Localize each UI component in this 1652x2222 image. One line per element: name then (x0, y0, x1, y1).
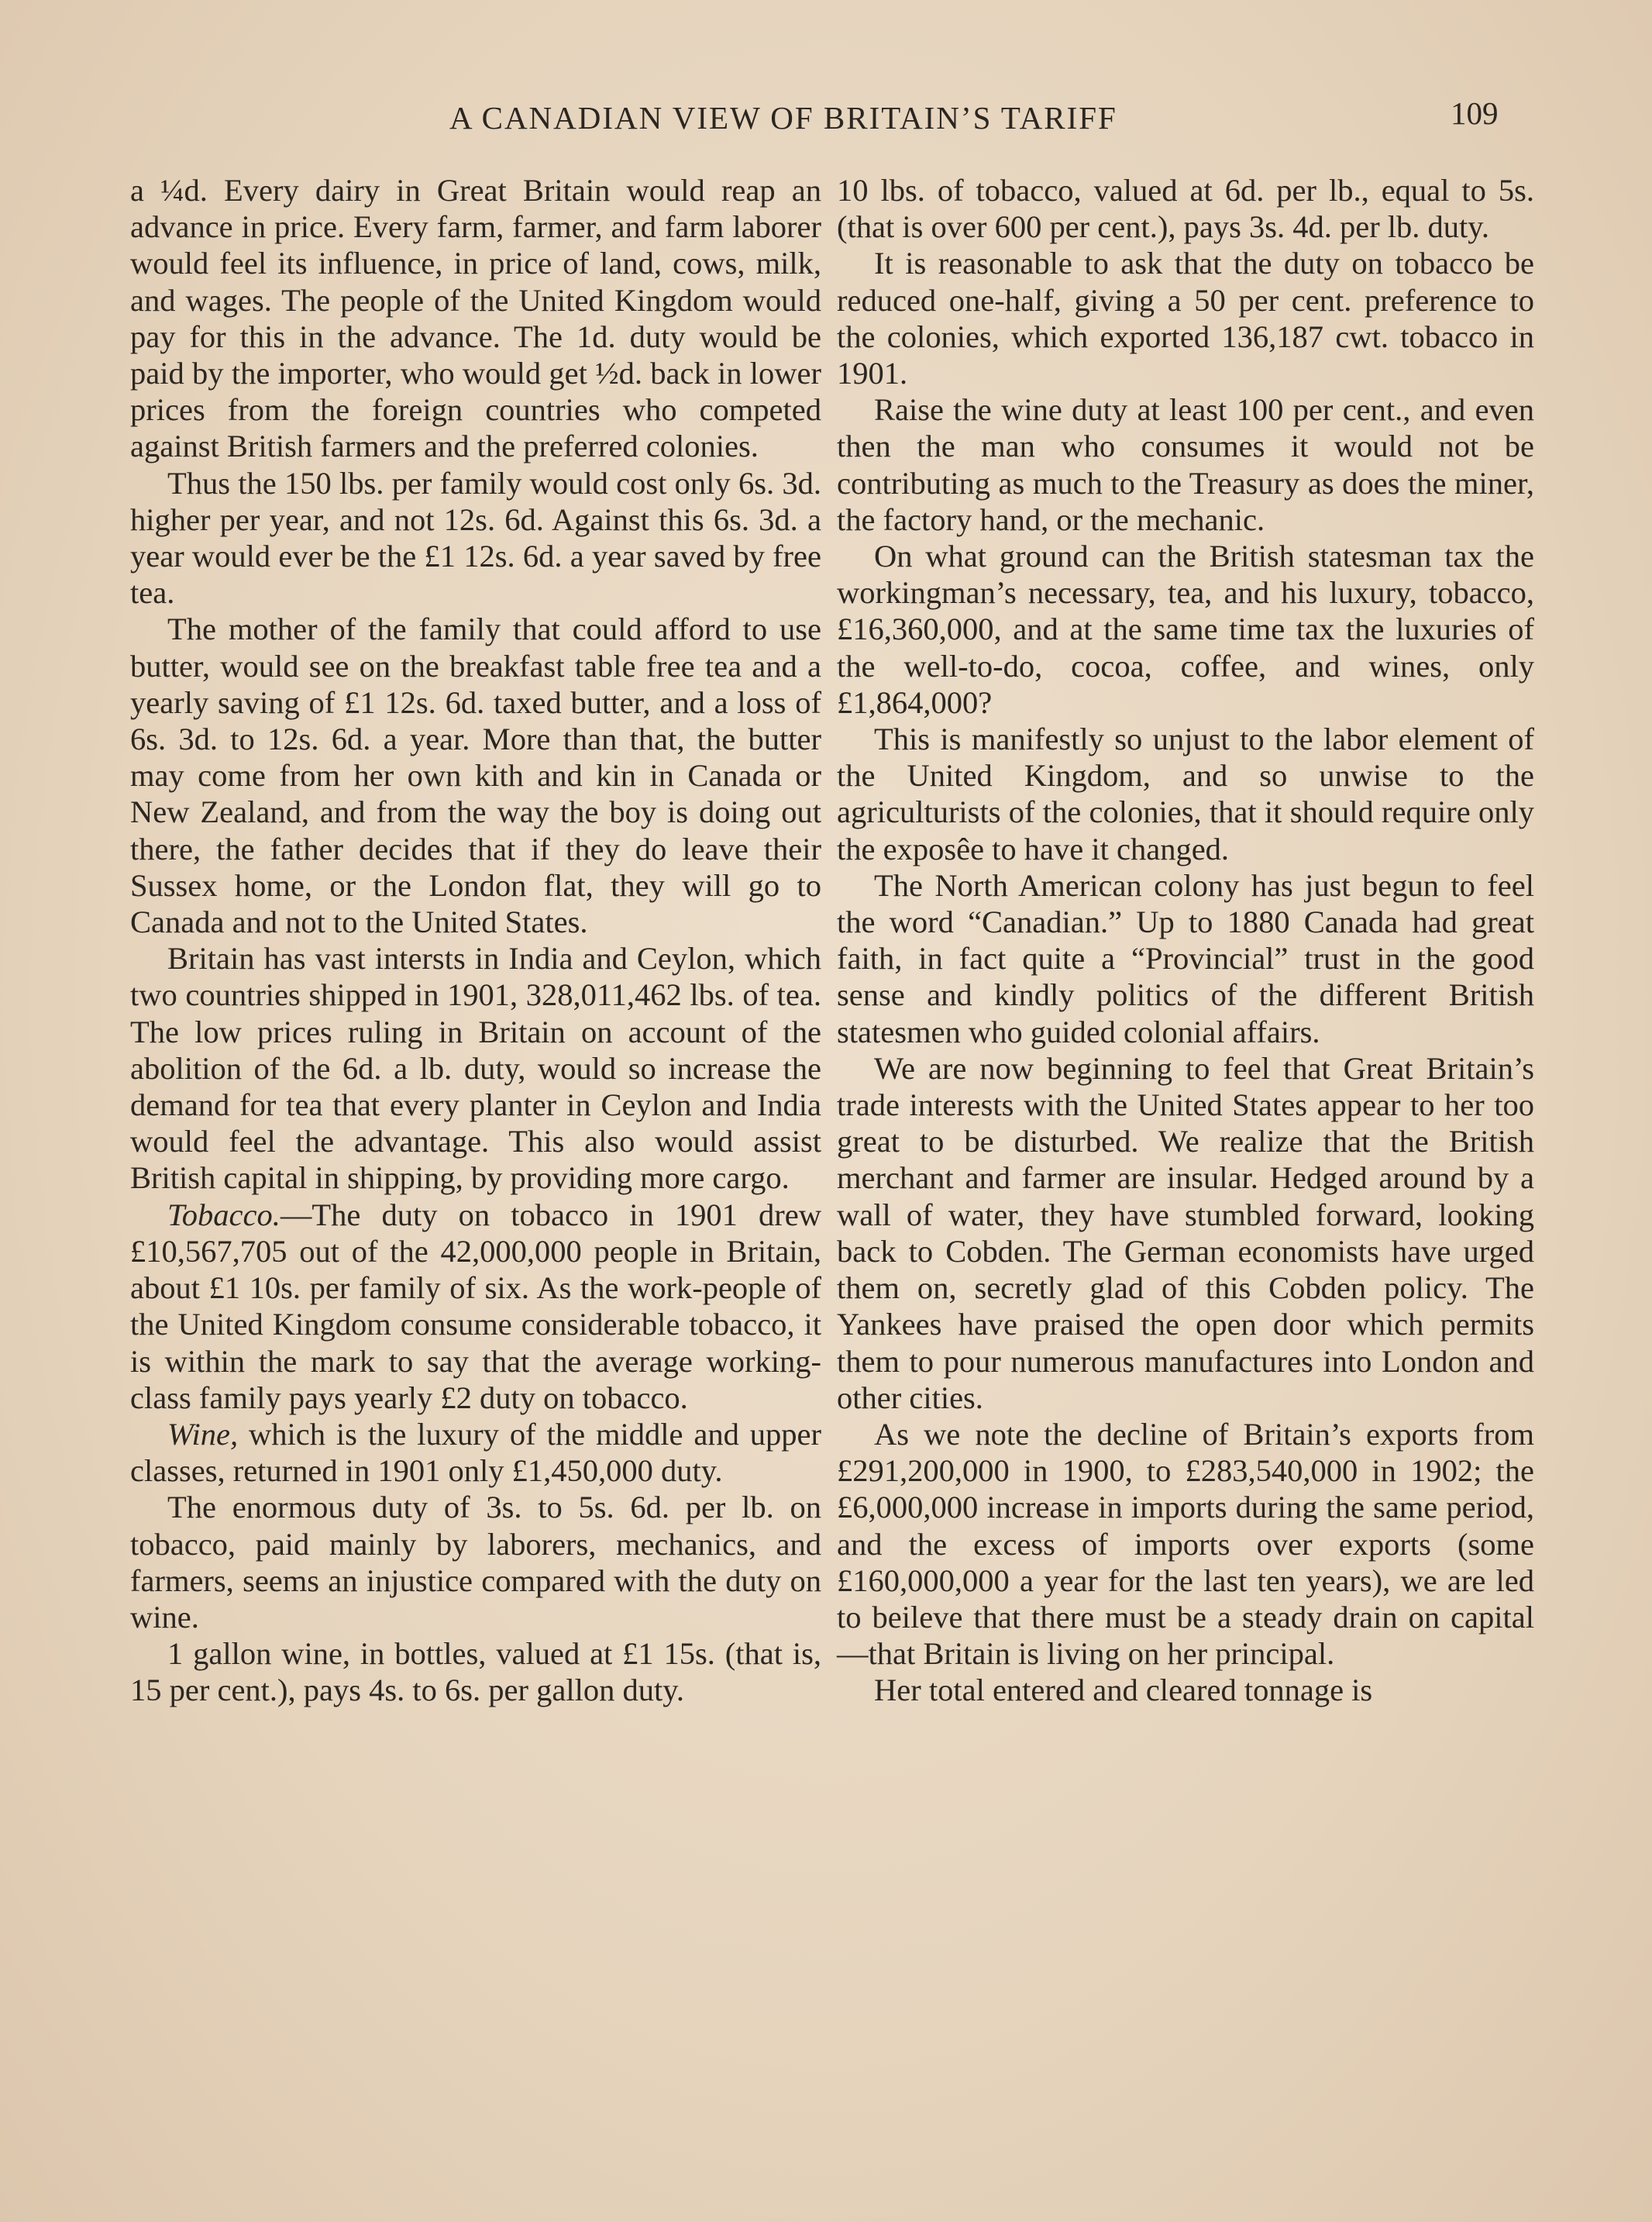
paragraph: Raise the wine duty at least 100 per cent., and even then the man who consumes it would not be contributing as much to the Treasury as does the miner, the factory hand, or the mechanic. (837, 392, 1534, 537)
paragraph: The North American colony has just begun to feel the word “Canadian.” Up to 1880 Canada had great faith, in fact quite a “Provincial” trust in the good sense and kindly politics of the different British statesmen who guided colonial affairs. (837, 867, 1534, 1049)
paragraph: This is manifestly so unjust to the labor element of the United Kingdom, and so unwise to the agriculturists of the colonies, that it should require only the exposêe to have it changed. (837, 722, 1534, 866)
running-title: A CANADIAN VIEW OF BRITAIN’S TARIFF (449, 100, 1117, 136)
paragraph: As we note the decline of Britain’s exports from £291,200,000 in 1900, to £283,540,000 in 1902; the £6,000,000 increase in imports during the same period, and the excess of imports over exports (some £160,000,000 a year for the last ten years), we are led to beileve that there must be a steady drain on capital—that Britain is living on her principal. (837, 1416, 1534, 1672)
page-number: 109 (1451, 95, 1499, 131)
paragraph: a ¼d. Every dairy in Great Britain would reap an advance in price. Every farm, farmer, and farm laborer would feel its influence, in price of land, cows, milk, and wages. The people of the United Kingdom would pay for this in the advance. The 1d. duty would be paid by the importer, who would get ½d. back in lower prices from the foreign countries who competed against British farmers and the preferred colonies. (130, 173, 821, 464)
italic-lead: Tobacco. (167, 1197, 280, 1232)
paragraph: On what ground can the British statesman tax the workingman’s necessary, tea, and his luxury, tobacco, £16,360,000, and at the same time tax the luxuries of the well-to-do, cocoa, coffee, and wines, only £1,864,000? (837, 539, 1534, 720)
paragraph: Britain has vast intersts in India and Ceylon, which two countries shipped in 1901, 328,011,462 lbs. of tea. The low prices ruling in Britain on account of the abolition of the 6d. a lb. duty, would so increase the demand for tea that every planter in Ceylon and India would feel the advantage. This also would assist British capital in shipping, by providing more cargo. (130, 941, 821, 1196)
paragraph: Tobacco.—The duty on tobacco in 1901 drew £10,567,705 out of the 42,000,000 people in Britain, about £1 10s. per family of six. As the work-people of the United Kingdom consume considerable tobacco, it is within the mark to say that the average working-class family pays yearly £2 duty on tobacco. (130, 1197, 821, 1415)
paragraph: 1 gallon wine, in bottles, valued at £1 15s. (that is, 15 per cent.), pays 4s. to 6s. per gallon duty. (130, 1636, 821, 1708)
left-column (130, 172, 821, 1709)
italic-lead: Wine, (167, 1416, 239, 1452)
right-column (837, 172, 1534, 1709)
paragraph: The enormous duty of 3s. to 5s. 6d. per lb. on tobacco, paid mainly by laborers, mechanics, and farmers, seems an injustice compared with the duty on wine. (130, 1490, 821, 1635)
paragraph: Thus the 150 lbs. per family would cost only 6s. 3d. higher per year, and not 12s. 6d. Against this 6s. 3d. a year would ever be the £1 12s. 6d. a year saved by free tea. (130, 465, 821, 611)
paragraph: The mother of the family that could afford to use butter, would see on the breakfast table free tea and a yearly saving of £1 12s. 6d. taxed butter, and a loss of 6s. 3d. to 12s. 6d. a year. More than that, the butter may come from her own kith and kin in Canada or New Zealand, and from the way the boy is doing out there, the father decides that if they do leave their Sussex home, or the London flat, they will go to Canada and not to the United States. (130, 611, 821, 940)
paragraph: 10 lbs. of tobacco, valued at 6d. per lb., equal to 5s. (that is over 600 per cent.), pays 3s. 4d. per lb. duty. (837, 173, 1534, 245)
paragraph: Wine, which is the luxury of the middle and upper classes, returned in 1901 only £1,450,000 duty. (130, 1416, 821, 1489)
paragraph: Her total entered and cleared tonnage is (874, 1673, 1373, 1708)
paragraph: It is reasonable to ask that the duty on tobacco be reduced one-half, giving a 50 per cent. preference to the colonies, which exported 136,187 cwt. tobacco in 1901. (837, 246, 1534, 391)
paragraph: We are now beginning to feel that Great Britain’s trade interests with the United States appear to her too great to be disturbed. We realize that the British merchant and farmer are insular. Hedged around by a wall of water, they have stumbled forward, looking back to Cobden. The German economists have urged them on, secretly glad of this Cobden policy. The Yankees have praised the open door which permits them to pour numerous manufactures into London and other cities. (837, 1050, 1534, 1415)
